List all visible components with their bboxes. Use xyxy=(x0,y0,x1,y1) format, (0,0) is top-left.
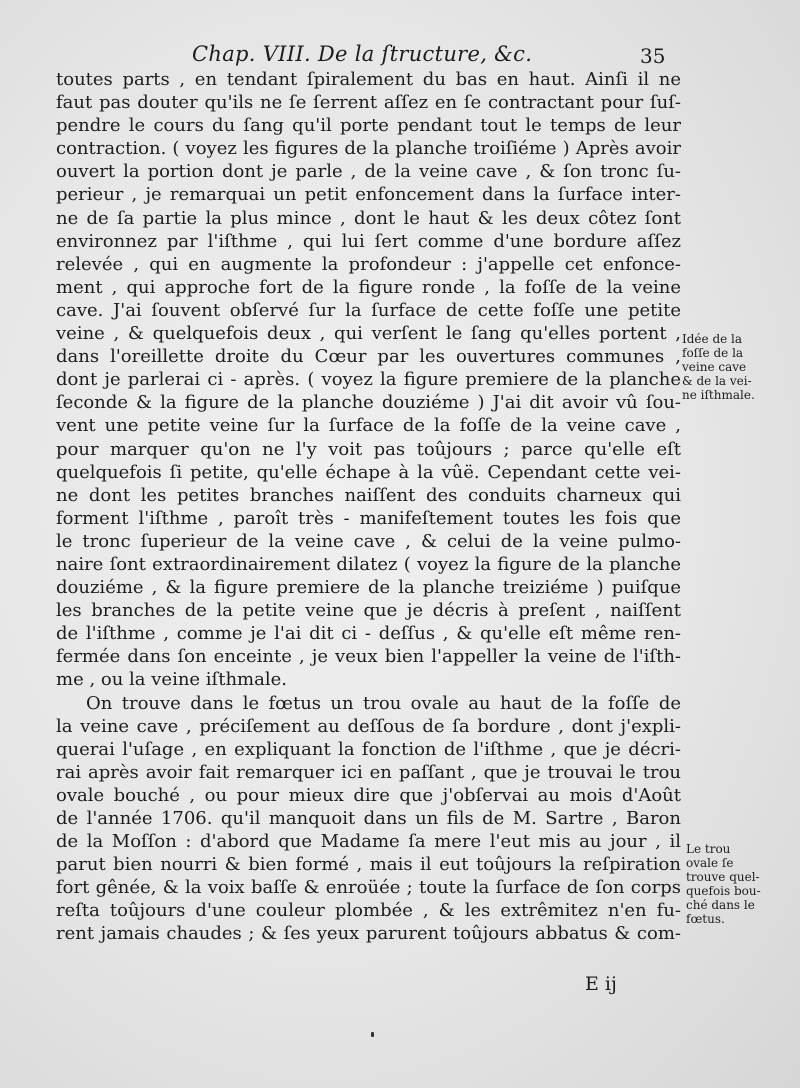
text-line: perieur , je remarquai un petit enfoncement dans la ſurface inter- xyxy=(56,184,681,206)
text-line: rai après avoir fait remarquer ici en paſſant , que je trouvai le trou xyxy=(56,761,681,783)
text-line: les branches de la petite veine que je décris à preſent , naiſſent xyxy=(56,600,681,622)
paragraph-start-line: On trouve dans le fœtus un trou ovale au haut de la foſſe de xyxy=(86,692,681,714)
signature-mark: E ij xyxy=(585,973,617,995)
text-line: environnez par l'iſthme , qui lui ſert comme d'une bordure aſſez xyxy=(56,230,681,252)
body-text xyxy=(56,68,681,946)
margin-note-trou-ovale xyxy=(686,842,786,926)
text-line: douziéme , & la figure premiere de la planche treiziéme ) puiſque xyxy=(56,577,681,599)
text-line: ouvert la portion dont je parle , de la veine cave , & ſon tronc ſu- xyxy=(56,161,681,183)
text-line: de l'année 1706. qu'il manquoit dans un fils de M. Sartre , Baron xyxy=(56,808,681,829)
text-line: dans l'oreillette droite du Cœur par les ouvertures communes , xyxy=(56,346,681,368)
text-line: rent jamais chaudes ; & ſes yeux parurent toûjours abbatus & com- xyxy=(56,923,681,945)
margin-note-line: fœtus. xyxy=(686,912,725,926)
text-line: veine , & quelquefois deux , qui verſent le ſang qu'elles portent , xyxy=(56,323,681,345)
text-line: la veine cave , préciſement au deſſous de ſa bordure , dont j'expli- xyxy=(56,715,681,737)
text-line: naire ſont extraordinairement dilatez ( voyez la figure de la planche xyxy=(56,553,681,575)
text-line: ne dont les petites branches naiſſent des conduits charneux qui xyxy=(56,484,681,506)
text-line: pendre le cours du ſang qu'il porte pendant tout le temps de leur xyxy=(56,115,681,137)
text-line: parut bien nourri & bien formé , mais il eut toûjours la reſpiration xyxy=(56,854,681,876)
text-line: quelquefois ſi petite, qu'elle échape à la vûë. Cependant cette vei- xyxy=(56,461,681,483)
text-line: querai l'uſage , en expliquant la fonction de l'iſthme , que je décri- xyxy=(56,738,681,760)
text-line: pour marquer qu'on ne l'y voit pas toûjours ; parce qu'elle eſt xyxy=(56,438,681,460)
margin-note-line: quefois bou- xyxy=(686,884,761,898)
text-line: ne de ſa partie la plus mince , dont le haut & les deux côtez ſont xyxy=(56,207,681,229)
text-line: faut pas douter qu'ils ne ſe ſerrent aſſez en ſe contractant pour ſuſ- xyxy=(56,92,681,114)
text-line: toutes parts , en tendant ſpiralement du bas en haut. Ainſi il ne xyxy=(56,69,681,90)
text-line: me , ou la veine iſthmale. xyxy=(56,669,287,691)
margin-note-line: ovale ſe xyxy=(686,856,734,870)
margin-note-line: & de la vei- xyxy=(682,374,752,388)
text-line: ovale bouché , ou pour mieux dire que j'obſervai au mois d'Août xyxy=(56,784,681,806)
ink-speck xyxy=(371,1032,374,1037)
text-line: relevée , qui en augmente la profondeur : j'appelle cet enfonce- xyxy=(56,253,681,275)
margin-note-line: foſſe de la xyxy=(682,346,744,360)
page-number: 35 xyxy=(640,44,666,68)
text-line: fort gênée, & la voix baſſe & enroüée ; toute la ſurface de ſon corps xyxy=(56,877,681,899)
text-line: contraction. ( voyez les figures de la planche troiſiéme ) Après avoir xyxy=(56,138,681,160)
text-line: reſta toûjours d'une couleur plombée , & les extrêmitez n'en fu- xyxy=(56,900,681,922)
margin-note-line: Le trou xyxy=(686,842,731,856)
margin-note-veine-isthmale xyxy=(682,332,782,402)
text-line: dont je parlerai ci - après. ( voyez la figure premiere de la planche xyxy=(56,369,681,391)
margin-note-line: Idée de la xyxy=(682,332,743,346)
text-line: cave. J'ai ſouvent obſervé ſur la ſurface de cette foſſe une petite xyxy=(56,299,681,321)
margin-note-line: ché dans le xyxy=(686,898,755,912)
text-line: fermée dans ſon enceinte , je veux bien l'appeller la veine de l'iſth- xyxy=(56,646,681,668)
text-line: forment l'iſthme , paroît très - manifeſtement toutes les fois que xyxy=(56,507,681,529)
running-head: Chap. VIII. De la ſtructure, &c. xyxy=(192,42,533,66)
text-line: ſeconde & la figure de la planche douziéme ) J'ai dit avoir vû ſou- xyxy=(56,392,681,414)
text-line: le tronc ſuperieur de la veine cave , & celui de la veine pulmo- xyxy=(56,530,681,552)
margin-note-line: veine cave xyxy=(682,360,747,374)
margin-note-line: ne iſthmale. xyxy=(682,388,755,402)
text-line: de la Moſſon : d'abord que Madame ſa mere l'eut mis au jour , il xyxy=(56,831,681,853)
text-line: vent une petite veine ſur la ſurface de la foſſe de la veine cave , xyxy=(56,415,681,437)
text-line: ment , qui approche fort de la figure ronde , la foſſe de la veine xyxy=(56,276,681,298)
text-line: de l'iſthme , comme je l'ai dit ci - deſſus , & qu'elle eſt même ren- xyxy=(56,623,681,645)
margin-note-line: trouve quel- xyxy=(686,870,760,884)
